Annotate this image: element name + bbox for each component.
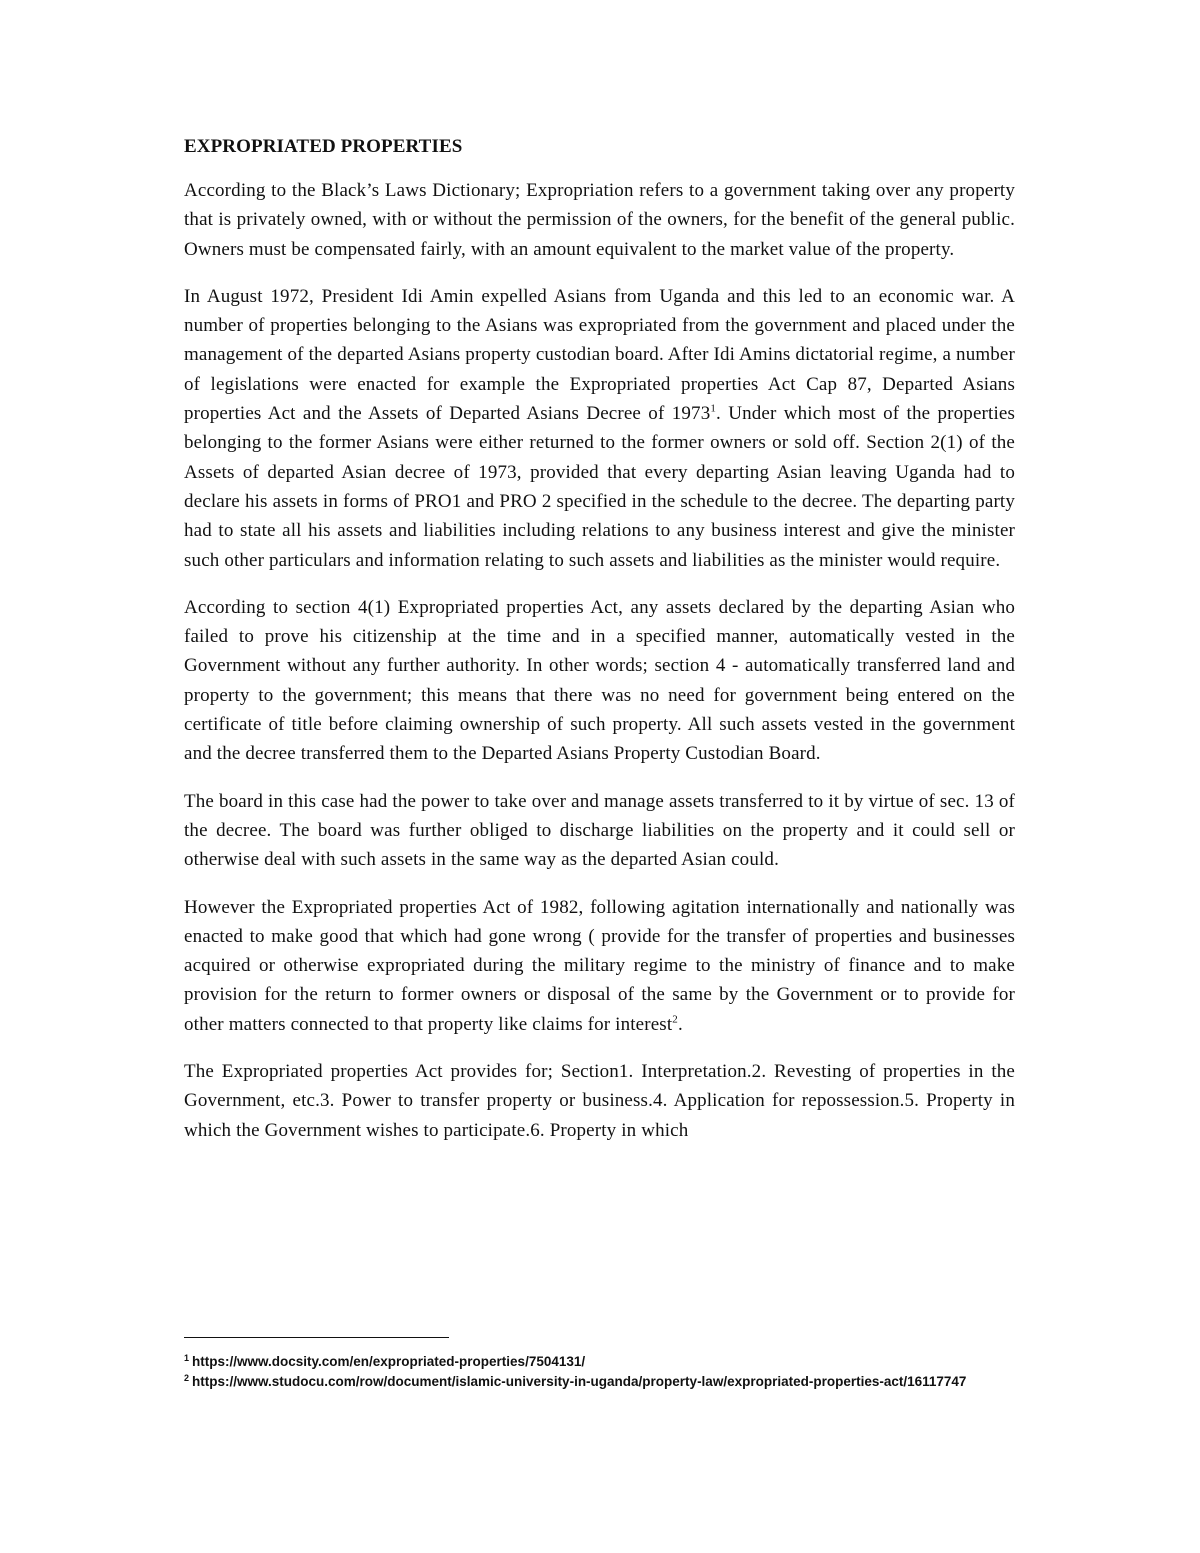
paragraph-text: The Expropriated properties Act provides for; Section1. Interpretation.2. Revesting of properties in the Government, etc.3. Power to transfer property or business.4. Application for repossession.5. Property in which the Government wishes to participate.6. Property in which [184, 1061, 1015, 1141]
paragraph-text: The board in this case had the power to take over and manage assets transferred to it by virtue of sec. 13 of the decree. The board was further obliged to discharge liabilities on the property and it could sell or otherwise deal with such assets in the same way as the departed Asian could. [184, 790, 1015, 871]
footnote-link[interactable]: https://www.studocu.com/row/document/islamic-university-in-uganda/property-law/expropriated-properties-act/16117747 [192, 1374, 967, 1389]
paragraph-text: . [677, 1013, 683, 1035]
footnote-number: 1 [184, 1352, 190, 1363]
footnotes [184, 1352, 1015, 1392]
paragraph-act-provisions [184, 1057, 1015, 1145]
footnote-2 [184, 1372, 1015, 1392]
footnote-separator [184, 1337, 449, 1338]
paragraph-definition [184, 176, 1015, 264]
footnote-1 [184, 1352, 1015, 1372]
footnote-link[interactable]: https://www.docsity.com/en/expropriated-properties/7504131/ [192, 1354, 586, 1369]
paragraph-text: . Under which most of the properties belonging to the former Asians were either returned to the former owners or sold off. Section 2(1) of the Assets of departed Asian decree of 1973, provided that every departing Asian leaving Uganda had to declare his assets in forms of PRO1 and PRO 2 specified in the schedule to the decree. The departing party had to state all his assets and liabilities including relations to any business interest and give the minister such other particulars and information relating to such assets and liabilities as the minister would require. [184, 403, 1015, 571]
document-title: EXPROPRIATED PROPERTIES [184, 136, 463, 157]
footnote-reference-1[interactable]: 1 [710, 402, 717, 415]
paragraph-text: However the Expropriated properties Act of 1982, following agitation internationally and nationally was enacted to make good that which had gone wrong ( provide for the transfer of properties and businesses acquired or otherwise expropriated during the military regime to the ministry of finance and to make provision for the return to former owners or disposal of the same by the Government or to provide for other matters connected to that property like claims for interest [184, 896, 1015, 1035]
paragraph-act-1982 [184, 893, 1015, 1039]
document-body [184, 134, 1015, 1145]
paragraph-text: According to the Black’s Laws Dictionary; Expropriation refers to a government taking over any property that is privately owned, with or without the permission of the owners, for the benefit of the general public. Owners must be compensated fairly, with an amount equivalent to the market value of the property. [184, 180, 1015, 260]
paragraph-board-powers [184, 787, 1015, 875]
paragraph-section-4 [184, 593, 1015, 769]
paragraph-history [184, 282, 1015, 575]
footnote-reference-2[interactable]: 2 [672, 1013, 678, 1026]
footnote-number: 2 [184, 1372, 190, 1383]
paragraph-text: In August 1972, President Idi Amin expelled Asians from Uganda and this led to an economic war. A number of properties belonging to the Asians was expropriated from the government and placed under the management of the departed Asians property custodian board. After Idi Amins dictatorial regime, a number of legislations were enacted for example the Expropriated properties Act Cap 87, Departed Asians properties Act and the Assets of Departed Asians Decree of 1973 [184, 285, 1015, 425]
paragraph-text: According to section 4(1) Expropriated properties Act, any assets declared by the departing Asian who failed to prove his citizenship at the time and in a specified manner, automatically vested in the Government without any further authority. In other words; section 4 - automatically transferred land and property to the government; this means that there was no need for government being entered on the certificate of title before claiming ownership of such property. All such assets vested in the government and the decree transferred them to the Departed Asians Property Custodian Board. [184, 596, 1015, 765]
